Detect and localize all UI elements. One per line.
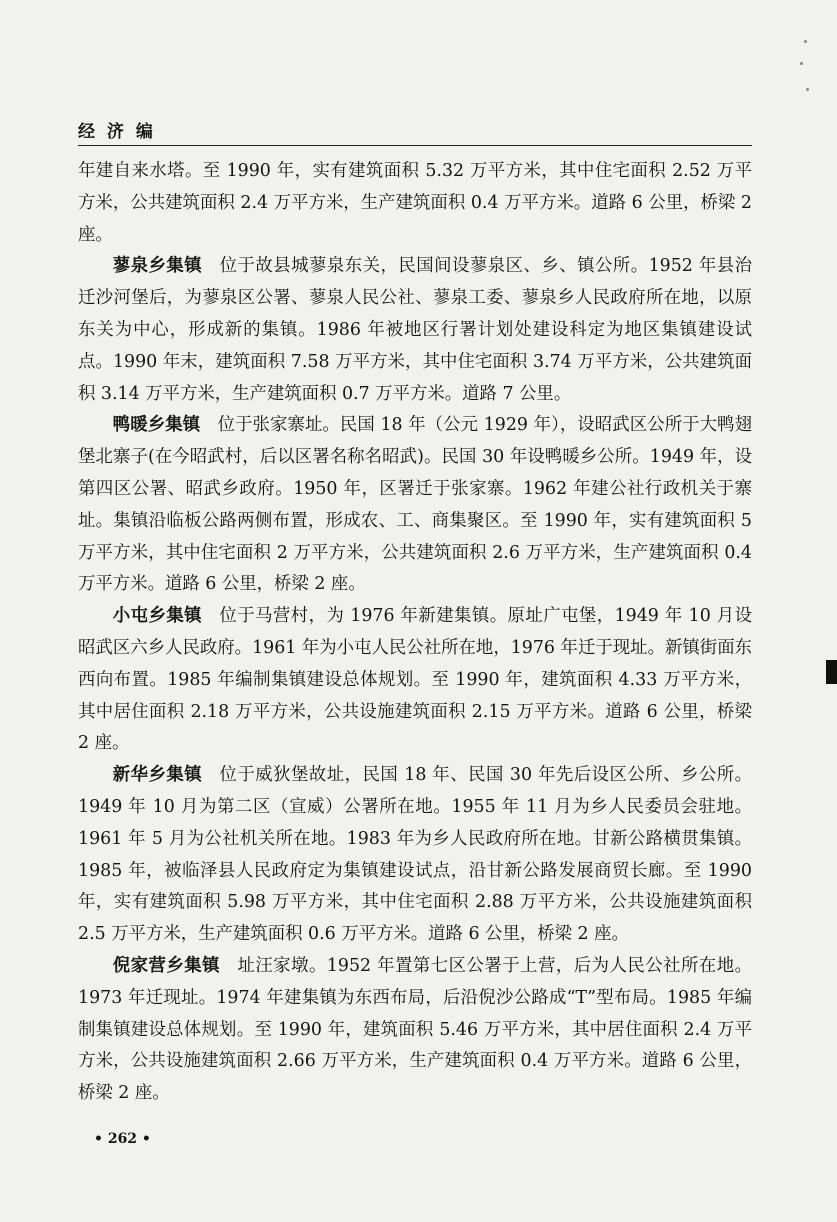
entry-xiaotun — [78, 601, 752, 760]
page-number: • 262 • — [94, 1131, 151, 1147]
thumb-index-mark — [826, 660, 837, 684]
entry-text: 位于张家寨址。民国 18 年（公元 1929 年），设昭武区公所于大鸭翅堡北寨子(在今昭武村，后以区署名称名昭武)。民国 30 年设鸭暖乡公所。1949 年，设第四区公署、昭武乡政府。1950 年，区署迁于张家寨。1962 年建公社行政机关于寨址。集镇沿临板公路两侧布置，形成农、工、商集聚区。至 1990 年，实有建筑面积 5 万平方米，其中住宅面积 2 万平方米，公共建筑面积 2.6 万平方米，生产建筑面积 0.4 万平方米。道路 6 公里，桥梁 2 座。 — [78, 415, 752, 595]
entry-nijiaying — [78, 951, 752, 1110]
entry-text: 位于马营村，为 1976 年新建集镇。原址广屯堡，1949 年 10 月设昭武区六乡人民政府。1961 年为小屯人民公社所在地，1976 年迁于现址。新镇街面东西向布置。1985 年编制集镇建设总体规划。至 1990 年，建筑面积 4.33 万平方米，其中居住面积 2.18 万平方米，公共设施建筑面积 2.15 万平方米。道路 6 公里，桥梁 2 座。 — [78, 606, 752, 754]
entry-term: 倪家营乡集镇 — [112, 955, 221, 976]
scan-speck — [804, 40, 807, 43]
paragraph-text: 年建自来水塔。至 1990 年，实有建筑面积 5.32 万平方米，其中住宅面积 2.52 万平方米，公共建筑面积 2.4 万平方米，生产建筑面积 0.4 万平方米。道路 6 公里，桥梁 2 座。 — [78, 161, 752, 245]
scan-speck — [806, 88, 809, 91]
paragraph-continued — [78, 156, 752, 251]
section-header: 经 济 编 — [78, 122, 156, 142]
entry-term: 小屯乡集镇 — [112, 606, 203, 627]
entry-xinhua — [78, 760, 752, 951]
entry-term: 鸭暖乡集镇 — [112, 415, 201, 436]
entry-text: 址汪家墩。1952 年置第七区公署于上营，后为人民公社所在地。1973 年迁现址。1974 年建集镇为东西布局，后沿倪沙公路成“T”型布局。1985 年编制集镇建设总体规划。至 1990 年，建筑面积 5.46 万平方米，其中居住面积 2.4 万平方米，公共设施建筑面积 2.66 万平方米，生产建筑面积 0.4 万平方米。道路 6 公里，桥梁 2 座。 — [78, 955, 752, 1104]
entry-text: 位于故县城蓼泉东关，民国间设蓼泉区、乡、镇公所。1952 年县治迁沙河堡后，为蓼泉区公署、蓼泉人民公社、蓼泉工委、蓼泉乡人民政府所在地，以原东关为中心，形成新的集镇。1986 年被地区行署计划处建设科定为地区集镇建设试点。1990 年末，建筑面积 7.58 万平方米，其中住宅面积 3.74 万平方米，公共建筑面积 3.14 万平方米，生产建筑面积 0.7 万平方米。道路 7 公里。 — [78, 256, 752, 404]
header-rule — [78, 145, 752, 146]
entry-text: 位于威狄堡故址，民国 18 年、民国 30 年先后设区公所、乡公所。1949 年 10 月为第二区（宣威）公署所在地。1955 年 11 月为乡人民委员会驻地。1961 年 5 月为公社机关所在地。1983 年为乡人民政府所在地。甘新公路横贯集镇。1985 年，被临泽县人民政府定为集镇建设试点，沿甘新公路发展商贸长廊。至 1990 年，实有建筑面积 5.98 万平方米，其中住宅面积 2.88 万平方米，公共设施建筑面积 2.5 万平方米，生产建筑面积 0.6 万平方米。道路 6 公里，桥梁 2 座。 — [78, 765, 752, 945]
entry-liaoquan — [78, 251, 752, 410]
page-body — [78, 156, 752, 1110]
entry-yanuan — [78, 410, 752, 601]
scan-speck — [800, 62, 803, 65]
entry-term: 蓼泉乡集镇 — [112, 256, 203, 277]
entry-term: 新华乡集镇 — [112, 765, 203, 786]
